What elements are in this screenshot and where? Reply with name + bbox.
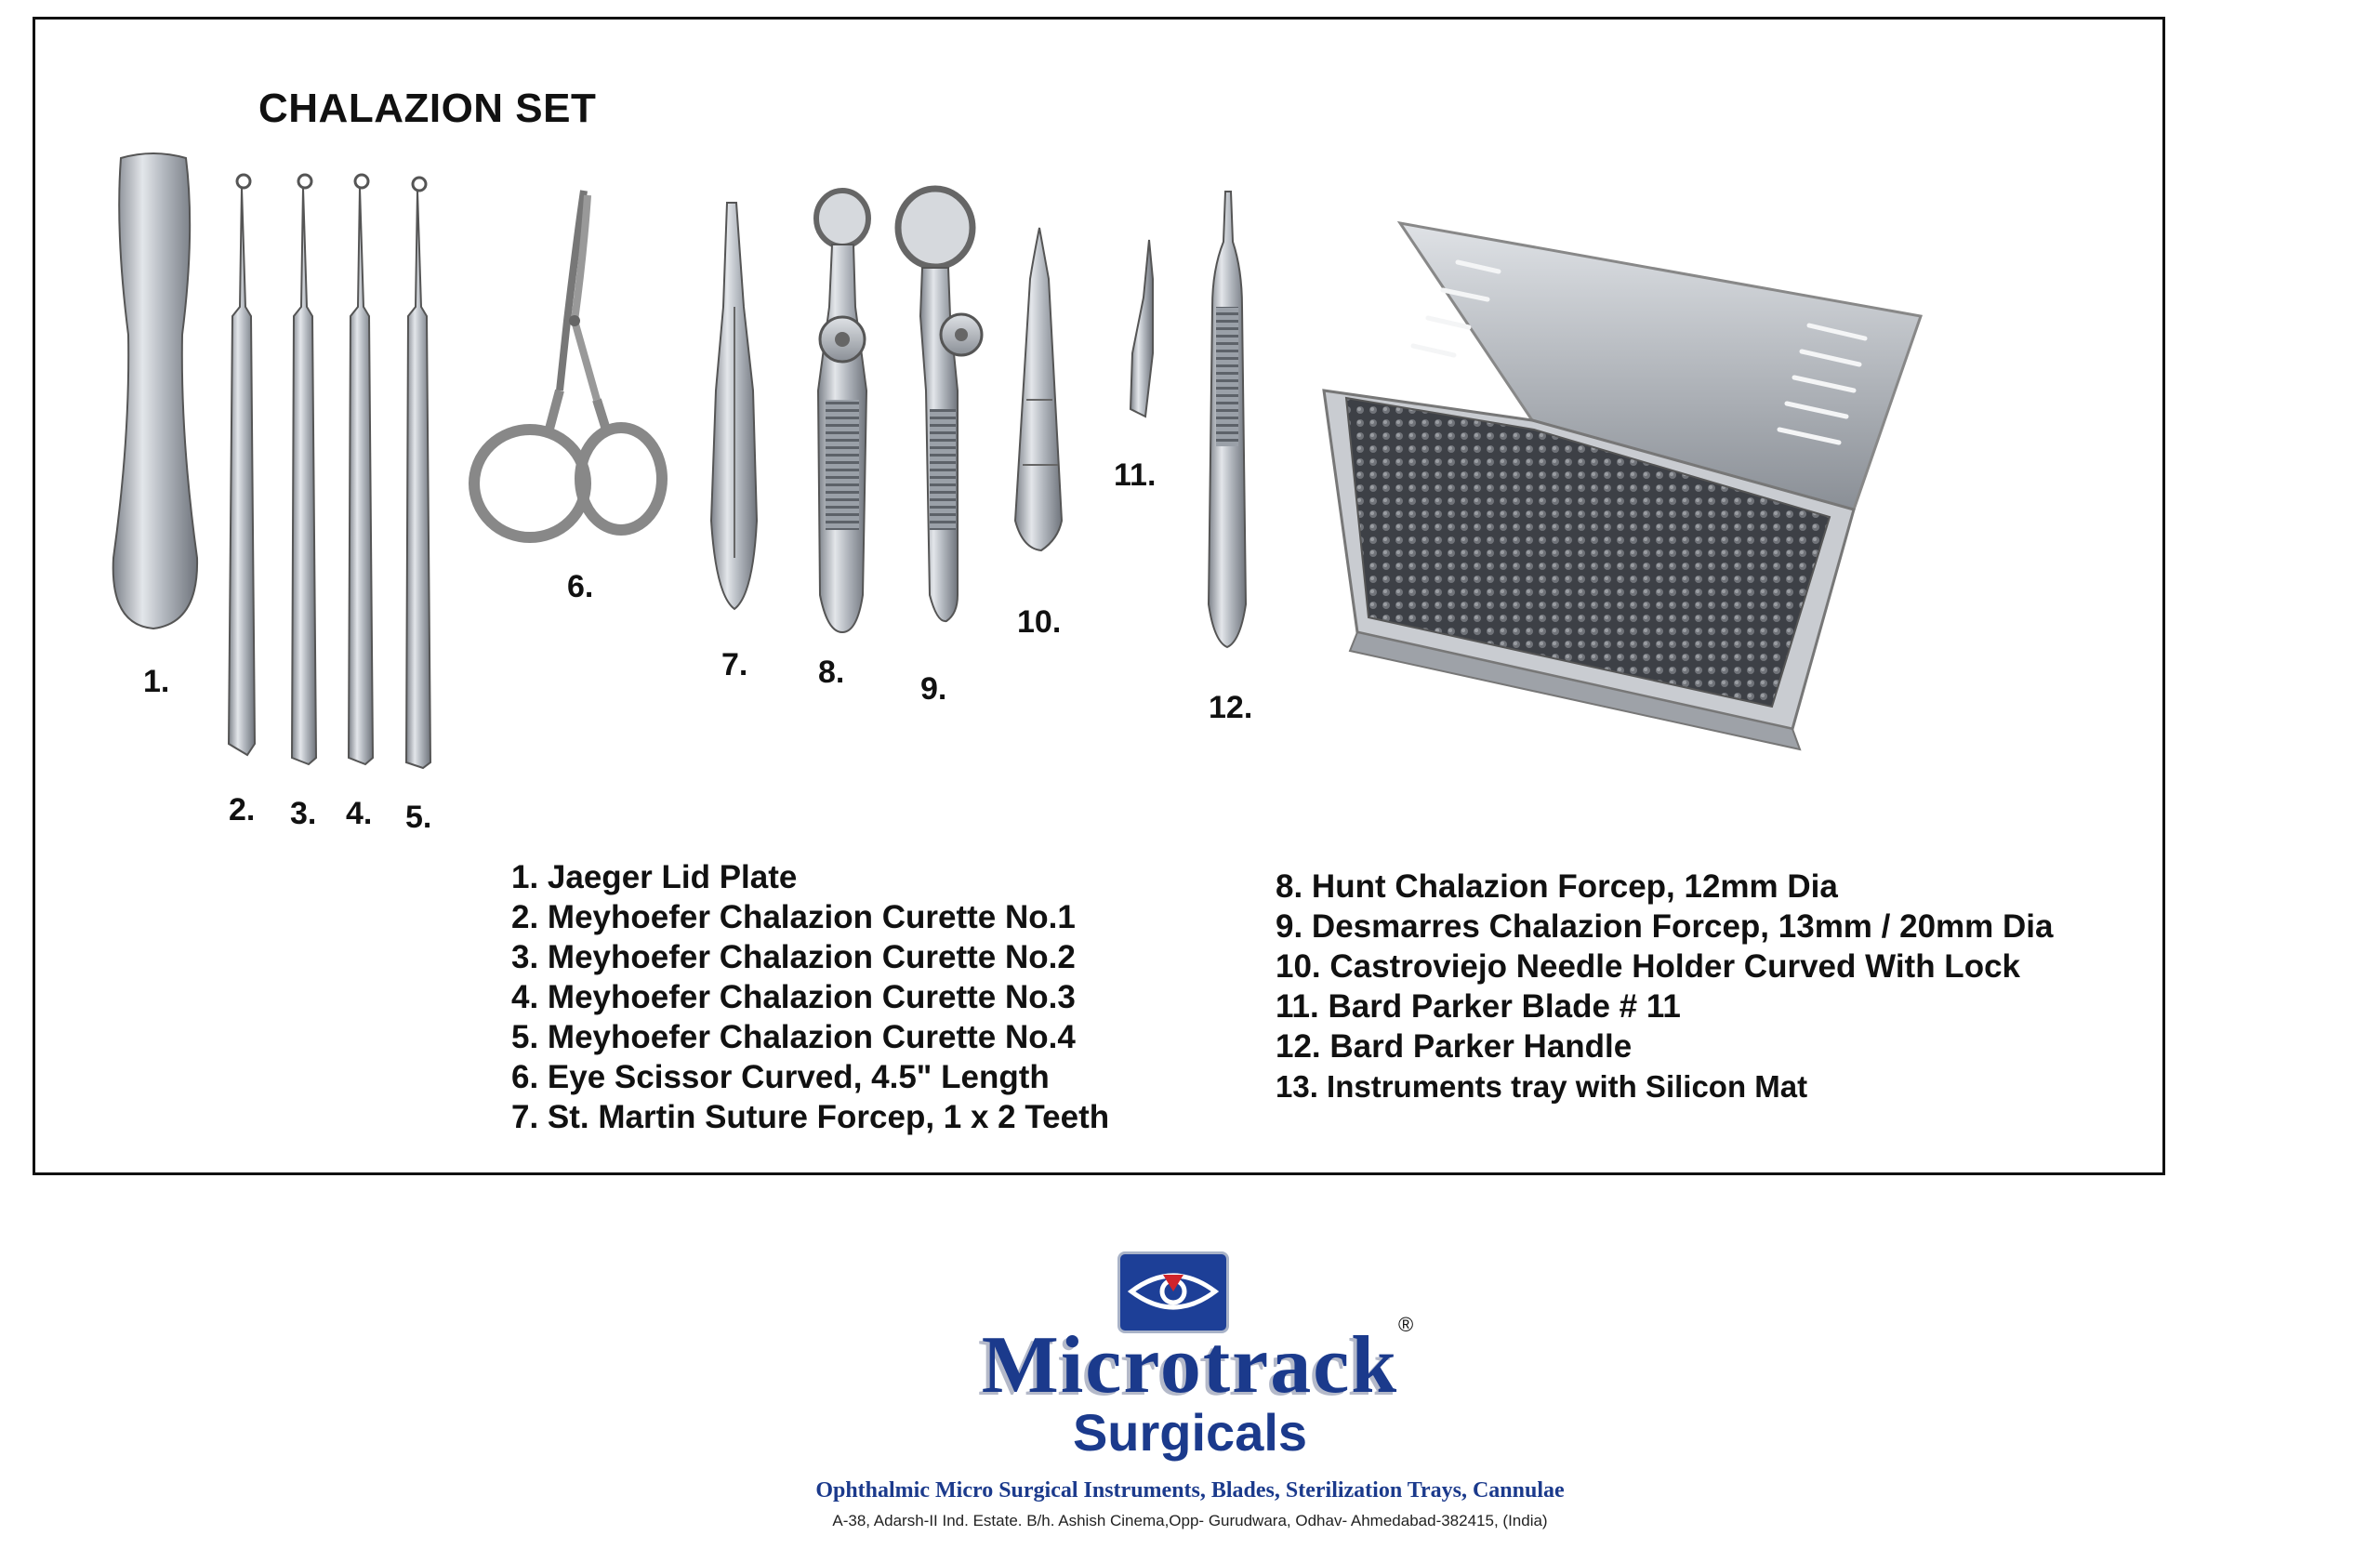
list-item: 3. Meyhoefer Chalazion Curette No.2 xyxy=(511,939,1076,975)
hunt-chalazion-forcep-image xyxy=(816,191,868,632)
company-address: A-38, Adarsh-II Ind. Estate. B/h. Ashish Cinema,Opp- Gurudwara, Odhav- Ahmedabad-382415, (India) xyxy=(832,1512,1548,1529)
label-12: 12. xyxy=(1209,690,1253,725)
label-9: 9. xyxy=(920,671,947,707)
list-item: 6. Eye Scissor Curved, 4.5" Length xyxy=(511,1059,1050,1095)
item-list-left xyxy=(511,857,1109,1137)
desmarres-chalazion-forcep-image xyxy=(898,189,982,621)
item-list-right xyxy=(1276,867,2053,1106)
label-6: 6. xyxy=(567,569,594,604)
label-5: 5. xyxy=(405,800,432,835)
list-item: 8. Hunt Chalazion Forcep, 12mm Dia xyxy=(1276,868,1838,905)
list-item: 7. St. Martin Suture Forcep, 1 x 2 Teeth xyxy=(511,1099,1110,1135)
label-3: 3. xyxy=(290,796,317,831)
eye-scissor-image xyxy=(474,191,662,537)
suture-forcep-image xyxy=(711,203,757,609)
label-7: 7. xyxy=(721,647,748,682)
list-item: 13. Instruments tray with Silicon Mat xyxy=(1276,1069,1808,1104)
label-1: 1. xyxy=(143,664,170,699)
label-4: 4. xyxy=(346,796,373,831)
brand-wordmark: Microtrack xyxy=(981,1320,1399,1410)
list-item: 5. Meyhoefer Chalazion Curette No.4 xyxy=(511,1019,1076,1055)
needle-holder-image xyxy=(1015,228,1062,550)
list-item: 1. Jaeger Lid Plate xyxy=(511,859,798,895)
list-item: 10. Castroviejo Needle Holder Curved With Lock xyxy=(1276,948,2021,985)
brand-division: Surgicals xyxy=(1072,1403,1308,1462)
label-8: 8. xyxy=(818,655,845,690)
jaeger-lid-plate-image xyxy=(113,153,197,629)
bard-parker-blade-image xyxy=(1130,240,1153,417)
label-10: 10. xyxy=(1017,604,1062,640)
instrument-tray-image xyxy=(1324,223,1921,749)
label-2: 2. xyxy=(229,792,256,827)
chalazion-curettes-image xyxy=(229,175,430,768)
list-item: 11. Bard Parker Blade # 11 xyxy=(1276,988,1681,1025)
brand-tagline: Ophthalmic Micro Surgical Instruments, Blades, Sterilization Trays, Cannulae xyxy=(815,1478,1565,1503)
list-item: 9. Desmarres Chalazion Forcep, 13mm / 20mm Dia xyxy=(1276,908,2054,945)
list-item: 2. Meyhoefer Chalazion Curette No.1 xyxy=(511,899,1076,935)
list-item: 12. Bard Parker Handle xyxy=(1276,1028,1633,1065)
registered-mark: ® xyxy=(1398,1313,1414,1336)
bard-parker-handle-image xyxy=(1209,192,1246,647)
page-title: CHALAZION SET xyxy=(258,86,597,131)
list-item: 4. Meyhoefer Chalazion Curette No.3 xyxy=(511,979,1076,1015)
label-11: 11. xyxy=(1114,457,1157,493)
